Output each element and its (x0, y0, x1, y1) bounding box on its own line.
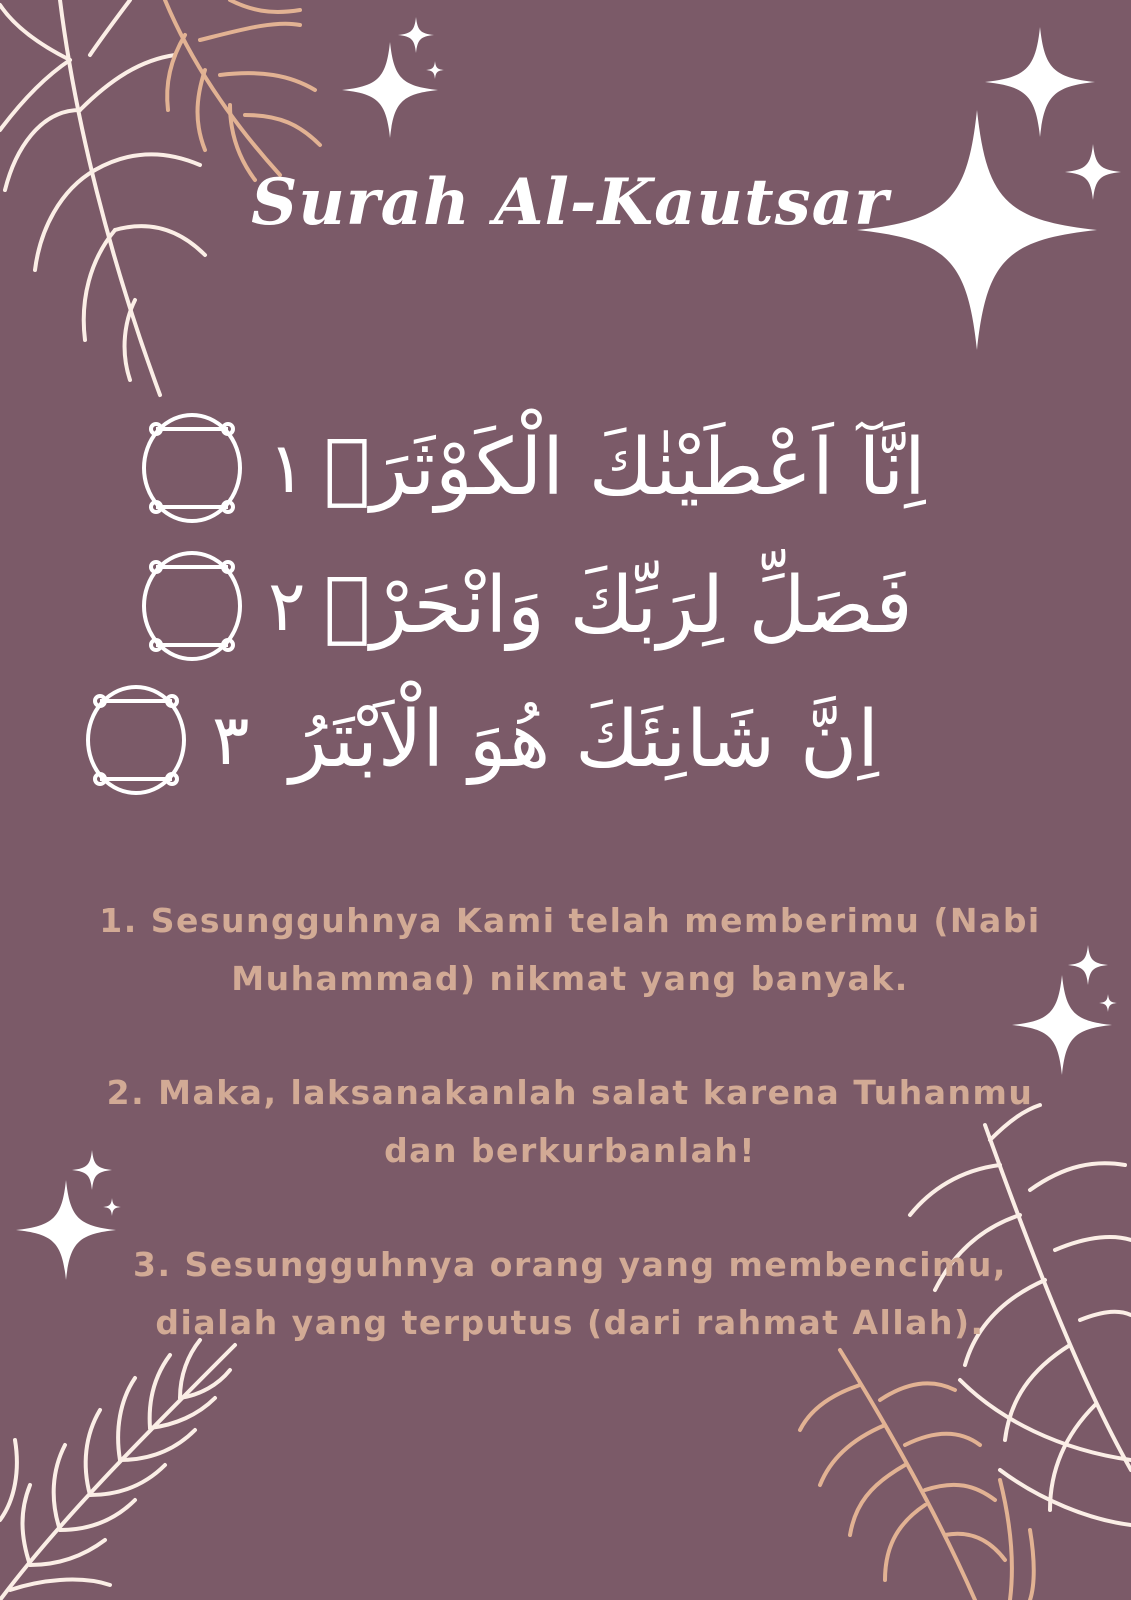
ayah-text: اِنَّآ اَعْطَيْنٰكَ الْكَوْثَرَۗ (323, 423, 926, 513)
ayah-line (138, 398, 926, 538)
ayah-line (82, 670, 879, 810)
palm-leaf-icon (165, 0, 320, 180)
ayah-text: فَصَلِّ لِرَبِّكَ وَانْحَرْۗ (323, 561, 913, 651)
ayah-end-marker-icon (138, 547, 246, 665)
translation-block (90, 892, 1050, 1408)
page-title: Surah Al-Kautsar (251, 165, 889, 240)
ayah-text: اِنَّ شَانِئَكَ هُوَ الْاَبْتَرُ (289, 695, 879, 785)
translation-item: 3. Sesungguhnya orang yang membencimu, dialah yang terputus (dari rahmat Allah). (133, 1245, 1007, 1342)
ayah-number: ٣ (212, 699, 250, 781)
ayah-line (138, 536, 913, 676)
ayah-end-marker-icon (82, 681, 190, 799)
ayah-end-marker-icon (138, 409, 246, 527)
ayah-number: ١ (268, 427, 306, 509)
translation-item: 1. Sesungguhnya Kami telah memberimu (Nabi Muhammad) nikmat yang banyak. (99, 901, 1041, 998)
ayah-number: ٢ (268, 565, 306, 647)
translation-item: 2. Maka, laksanakanlah salat karena Tuhanmu dan berkurbanlah! (106, 1073, 1034, 1170)
